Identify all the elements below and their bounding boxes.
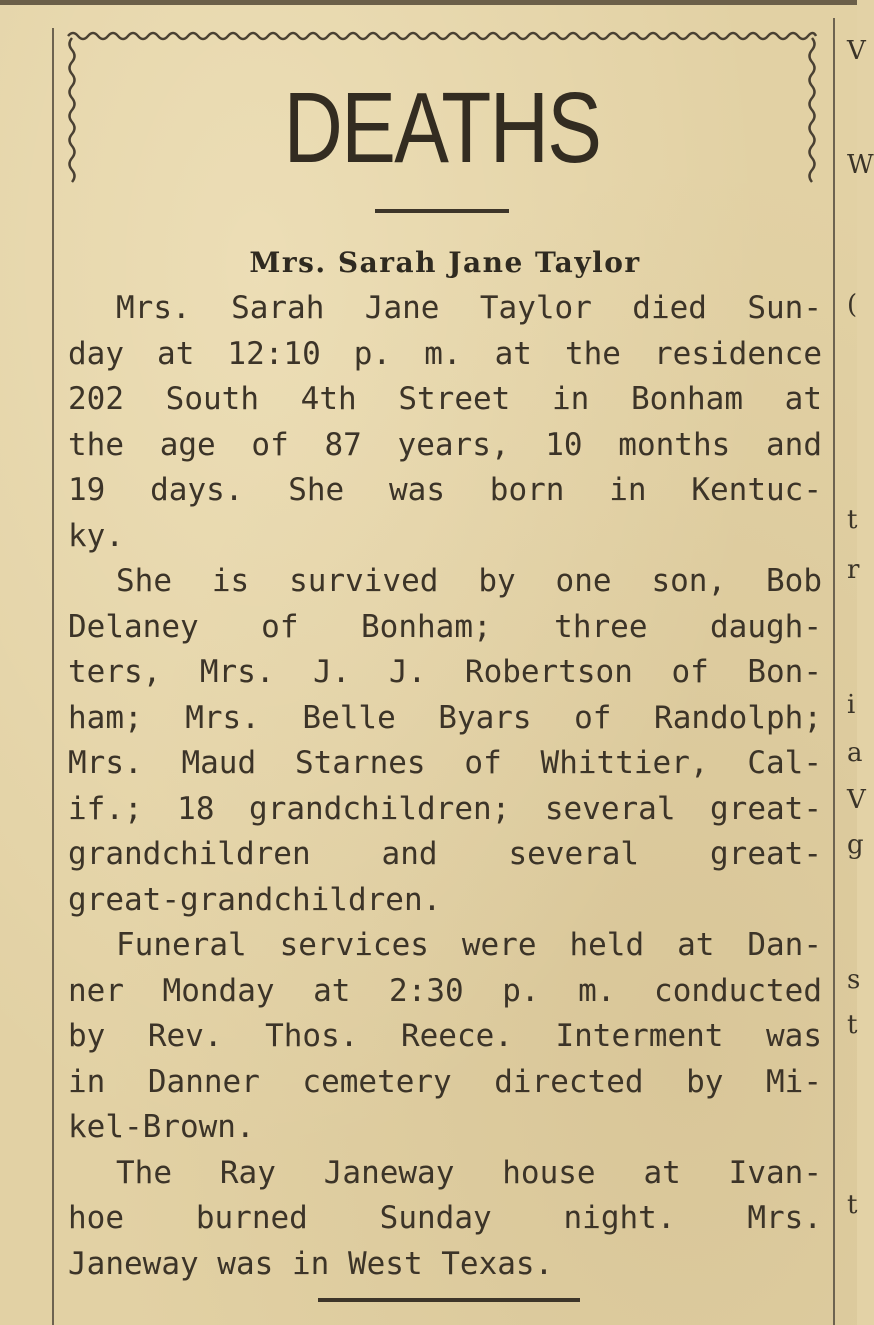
text-line: Funeral services were held at Dan- bbox=[116, 927, 822, 963]
text-line: Mrs. Maud Starnes of Whittier, Cal- bbox=[68, 745, 822, 781]
text-line: hoe burned Sunday night. Mrs. bbox=[68, 1200, 822, 1236]
fragment: t bbox=[847, 505, 858, 535]
right-column-rule bbox=[833, 18, 835, 1325]
paragraph-survivors bbox=[68, 559, 822, 923]
text-line: 202 South 4th Street in Bonham at bbox=[68, 381, 822, 417]
text-line: ner Monday at 2:30 p. m. conducted bbox=[68, 972, 822, 1009]
text-line: in Danner cemetery directed by Mi- bbox=[68, 1063, 822, 1100]
article-body bbox=[68, 240, 822, 1287]
text-line: Janeway was in West Texas. bbox=[68, 1245, 554, 1282]
adjacent-column-edge bbox=[843, 0, 874, 1325]
text-line: day at 12:10 p. m. at the residence bbox=[68, 335, 822, 372]
fragment: i bbox=[847, 690, 856, 720]
headline-box bbox=[66, 28, 818, 188]
fragment: s bbox=[847, 965, 861, 995]
paragraph-death-notice bbox=[68, 286, 822, 559]
fragment: V bbox=[847, 36, 866, 66]
text-line: Mrs. Sarah Jane Taylor died Sun- bbox=[116, 290, 822, 326]
fragment: V bbox=[847, 785, 866, 815]
text-line: great-grandchildren. bbox=[68, 881, 442, 918]
text-line: ky. bbox=[68, 517, 124, 554]
text-line: The Ray Janeway house at Ivan- bbox=[116, 1154, 822, 1191]
text-line: ham; Mrs. Belle Byars of Randolph; bbox=[68, 699, 822, 736]
text-line: if.; 18 grandchildren; several great- bbox=[68, 790, 822, 827]
text-line: ters, Mrs. J. J. Robertson of Bon- bbox=[68, 654, 822, 690]
text-line: grandchildren and several great- bbox=[68, 836, 822, 872]
text-line: She is survived by one son, Bob bbox=[116, 563, 822, 599]
fragment: t bbox=[847, 1010, 858, 1040]
fragment: r bbox=[847, 555, 860, 585]
left-column-rule bbox=[52, 28, 54, 1325]
text-line: Delaney of Bonham; three daugh- bbox=[68, 608, 822, 645]
fragment: ( bbox=[847, 290, 858, 320]
text-line: 19 days. She was born in Kentuc- bbox=[68, 472, 822, 508]
fragment: W bbox=[847, 150, 874, 180]
fragment: a bbox=[847, 738, 863, 768]
obituary-subhead: Mrs. Sarah Jane Taylor bbox=[249, 246, 641, 279]
text-line: the age of 87 years, 10 months and bbox=[68, 426, 822, 463]
headline-divider bbox=[375, 209, 509, 213]
paragraph-house-fire bbox=[68, 1151, 822, 1288]
page-title: DEATHS bbox=[283, 72, 601, 184]
closing-divider bbox=[318, 1298, 580, 1302]
text-line: kel-Brown. bbox=[68, 1109, 255, 1145]
fragment: g bbox=[847, 830, 864, 860]
top-column-rule bbox=[0, 0, 857, 5]
paragraph-funeral bbox=[68, 923, 822, 1151]
fragment: t bbox=[847, 1190, 858, 1220]
text-line: by Rev. Thos. Reece. Interment was bbox=[68, 1018, 822, 1054]
